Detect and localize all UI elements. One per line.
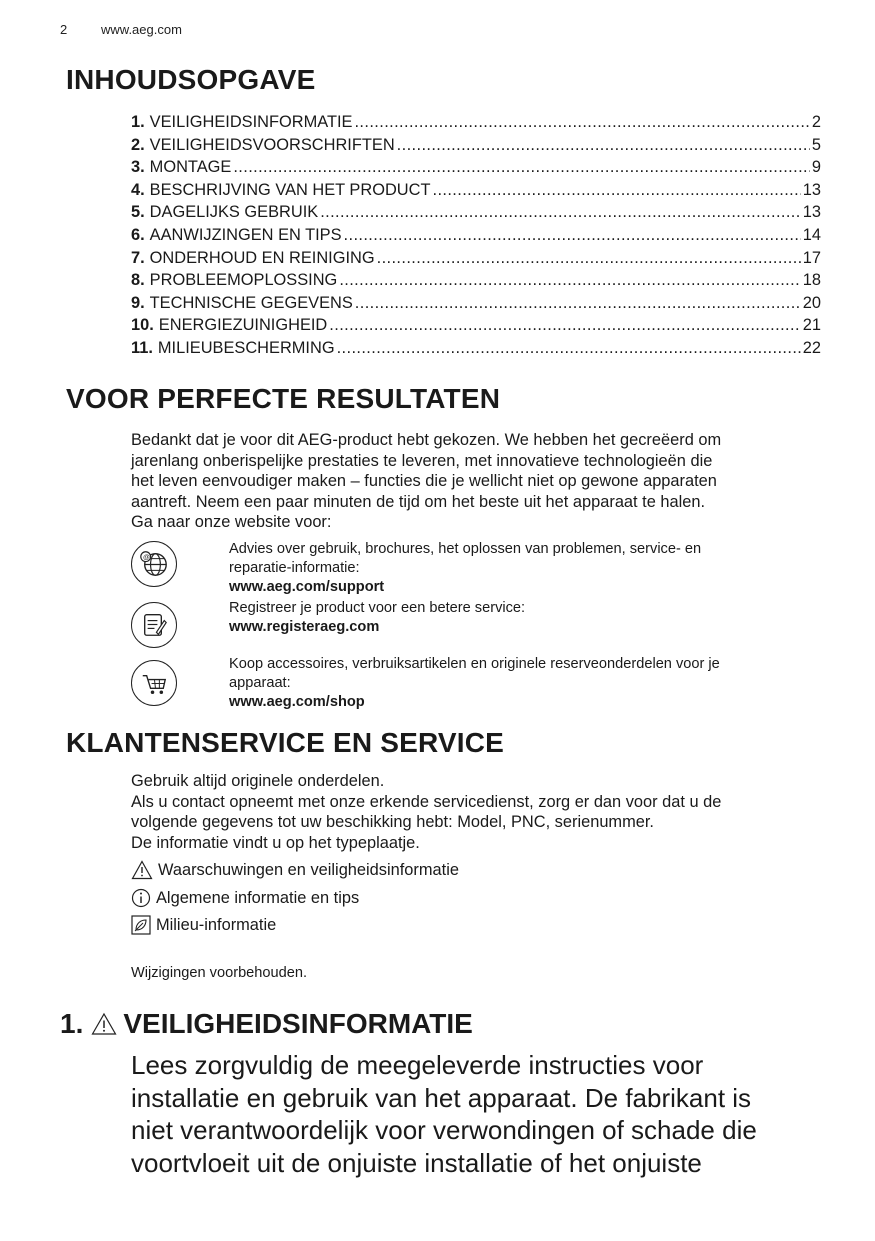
toc-item[interactable] bbox=[131, 201, 821, 224]
legend-label: Waarschuwingen en veiligheidsinformatie bbox=[158, 860, 459, 879]
legend-label: Algemene informatie en tips bbox=[156, 888, 360, 907]
section-number: 1. bbox=[60, 1008, 84, 1039]
intro-line: jarenlang onberispelijke prestaties te leveren, met innovatieve technologieën die bbox=[131, 451, 713, 470]
toc-item-label: MILIEUBESCHERMING bbox=[157, 338, 335, 357]
toc-item-number: 7. bbox=[131, 248, 145, 267]
toc-item-label: VEILIGHEIDSINFORMATIE bbox=[149, 113, 353, 131]
toc-item-number: 4. bbox=[131, 180, 145, 199]
legend-warning bbox=[131, 860, 459, 880]
toc-item-page: 14 bbox=[802, 225, 821, 244]
changes-note: Wijzigingen voorbehouden. bbox=[131, 965, 308, 981]
toc-item-page: 5 bbox=[811, 135, 821, 154]
safety-line: installatie en gebruik van het apparaat. De fabrikant is bbox=[131, 1082, 752, 1113]
toc-item-label: MONTAGE bbox=[149, 158, 232, 177]
leaf-icon bbox=[131, 915, 151, 935]
toc-item-number: 3. bbox=[131, 158, 145, 177]
header-website: www.aeg.com bbox=[101, 22, 182, 37]
safety-line: voortvloeit uit de onjuiste installatie of het onjuiste bbox=[131, 1147, 702, 1178]
service-line: volgende gegevens tot uw beschikking hebt: Model, PNC, serienummer. bbox=[131, 813, 654, 832]
toc-item-label: TECHNISCHE GEGEVENS bbox=[149, 293, 353, 312]
page-number: 2 bbox=[60, 22, 68, 37]
toc-title: INHOUDSOPGAVE bbox=[66, 64, 316, 95]
service-text bbox=[131, 771, 821, 853]
results-intro bbox=[131, 430, 821, 533]
info-icon bbox=[131, 888, 151, 908]
toc-item-number: 10. bbox=[131, 316, 154, 335]
service-line: De informatie vindt u op het typeplaatje. bbox=[131, 833, 420, 852]
service-title: KLANTENSERVICE EN SERVICE bbox=[66, 727, 505, 758]
toc-item-number: 8. bbox=[131, 271, 145, 290]
toc-item-number: 11. bbox=[131, 338, 153, 357]
toc-item-page: 20 bbox=[802, 293, 821, 312]
intro-line: Bedankt dat je voor dit AEG-product hebt gekozen. We hebben het gecreëerd om bbox=[131, 431, 722, 449]
toc-item-page: 13 bbox=[802, 180, 821, 199]
warning-icon bbox=[91, 1012, 117, 1036]
toc-item-label: PROBLEEMOPLOSSING bbox=[149, 271, 338, 290]
register-link[interactable]: www.registeraeg.com bbox=[229, 619, 380, 635]
legend-label: Milieu-informatie bbox=[156, 915, 277, 934]
section-title: VEILIGHEIDSINFORMATIE bbox=[123, 1008, 473, 1039]
toc-item-number: 9. bbox=[131, 293, 145, 312]
service-support-text: Advies over gebruik, brochures, het oplossen van problemen, service- en reparatie-informatie: www.aeg.com/support bbox=[229, 540, 819, 597]
toc-item-page: 21 bbox=[802, 316, 821, 335]
toc-item-label: VEILIGHEIDSVOORSCHRIFTEN bbox=[149, 135, 395, 154]
toc-item-label: DAGELIJKS GEBRUIK bbox=[149, 203, 319, 222]
safety-line: Lees zorgvuldig de meegeleverde instructies voor bbox=[131, 1050, 704, 1080]
toc-item-page: 2 bbox=[811, 113, 821, 131]
service-line: Gebruik altijd originele onderdelen. bbox=[131, 772, 385, 790]
service-register-text: Registreer je product voor een betere service: www.registeraeg.com bbox=[229, 599, 819, 637]
intro-line: het leven eenvoudiger maken – functies die je wellicht niet op gewone apparaten bbox=[131, 472, 717, 491]
section-heading bbox=[60, 1008, 473, 1040]
toc-item-number: 5. bbox=[131, 203, 145, 222]
intro-line: Ga naar onze website voor: bbox=[131, 513, 332, 532]
toc-item-number: 2. bbox=[131, 135, 145, 154]
service-shop-text: Koop accessoires, verbruiksartikelen en originele reserveonderdelen voor je apparaat: www.aeg.com/shop bbox=[229, 655, 819, 712]
warning-icon bbox=[131, 860, 153, 880]
safety-intro bbox=[131, 1049, 831, 1179]
toc-item-label: BESCHRIJVING VAN HET PRODUCT bbox=[149, 180, 431, 199]
register-icon bbox=[131, 602, 177, 648]
toc-item[interactable] bbox=[131, 179, 821, 202]
toc-item[interactable] bbox=[131, 247, 821, 270]
toc-item-page: 9 bbox=[811, 158, 821, 177]
globe-icon bbox=[131, 541, 177, 587]
toc-item-number: 6. bbox=[131, 225, 145, 244]
toc-item[interactable] bbox=[131, 292, 821, 315]
toc-item-page: 22 bbox=[802, 338, 821, 357]
results-title: VOOR PERFECTE RESULTATEN bbox=[66, 383, 501, 414]
toc-item-label: ENERGIEZUINIGHEID bbox=[158, 316, 328, 335]
toc-item-label: ONDERHOUD EN REINIGING bbox=[149, 248, 375, 267]
toc-item-number: 1. bbox=[131, 113, 145, 131]
toc-item-page: 17 bbox=[802, 248, 821, 267]
toc-item[interactable] bbox=[131, 156, 821, 179]
toc-item[interactable] bbox=[131, 111, 821, 134]
service-line: Als u contact opneemt met onze erkende servicedienst, zorg er dan voor dat u de bbox=[131, 792, 722, 811]
toc-item-page: 18 bbox=[802, 271, 821, 290]
toc-item-label: AANWIJZINGEN EN TIPS bbox=[149, 225, 342, 244]
toc-item[interactable] bbox=[131, 224, 821, 247]
legend-info bbox=[131, 888, 359, 908]
toc-item-page: 13 bbox=[802, 203, 821, 222]
intro-line: aantreft. Neem een paar minuten de tijd om het beste uit het apparaat te halen. bbox=[131, 492, 706, 511]
support-link[interactable]: www.aeg.com/support bbox=[229, 579, 385, 595]
toc-item[interactable] bbox=[131, 134, 821, 157]
toc-item[interactable] bbox=[131, 337, 821, 360]
safety-line: niet verantwoordelijk voor verwondingen of schade die bbox=[131, 1115, 757, 1145]
toc-item[interactable] bbox=[131, 269, 821, 292]
cart-icon bbox=[131, 660, 177, 706]
legend-environment bbox=[131, 915, 276, 935]
shop-link[interactable]: www.aeg.com/shop bbox=[229, 694, 365, 710]
toc-item[interactable] bbox=[131, 314, 821, 337]
table-of-contents bbox=[131, 111, 821, 360]
svg-text:@: @ bbox=[142, 554, 150, 562]
